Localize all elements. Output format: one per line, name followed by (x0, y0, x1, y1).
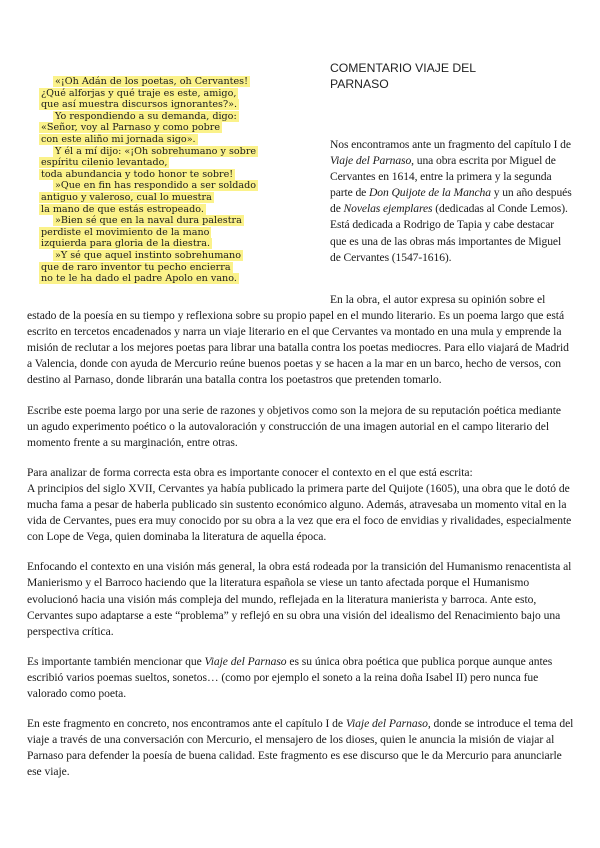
poem-line: »Bien sé que en la naval dura palestra (55, 215, 242, 227)
paragraph: En este fragmento en concreto, nos encontramos ante el capítulo I de Viaje del Parnaso, donde se introduce el tema del viaje a través de una conversación con Mercurio, el mensajero de los dioses, quien le anuncia la misión de viajar al Parnaso para defender la poesía de buena calidad. Este fragmento es ese discurso que le da Mercurio para anunciarle ese viaje. (27, 717, 574, 779)
title-line-2: PARNASO (330, 77, 389, 91)
poem-line: Yo respondiendo a su demanda, digo: (55, 110, 237, 122)
poem-line: «Señor, voy al Parnaso y como pobre (41, 122, 221, 134)
poem-line: ¿Qué alforjas y qué traje es este, amigo, (41, 87, 237, 99)
poem-excerpt (39, 76, 311, 285)
poem-line: »Y sé que aquel instinto sobrehumano (55, 249, 241, 261)
poem-line: toda abundancia y todo honor te sobre! (41, 168, 234, 180)
poem-line: Y él a mí dijo: «¡Oh sobrehumano y sobre (55, 145, 257, 157)
book-title: Don Quijote de la Mancha (369, 186, 491, 200)
poem-line: que así muestra discursos ignorantes?». (41, 99, 238, 111)
title-line-1: COMENTARIO VIAJE DEL (330, 61, 477, 75)
poem-line: la mano de que estás estropeado. (41, 203, 204, 215)
body-text (27, 292, 574, 780)
paragraph: En la obra, el autor expresa su opinión sobre el estado de la poesía en su tiempo y reflexiona sobre su propio papel en el mundo literario. Es un poema largo que está escrito en tercetos encadenados y narra un viaje literario en el que Cervantes va montado en una mula y emprende la misión de reclutar a los mejores poetas para librar una batalla contra los poetas mediocres. Para ello viajará de Madrid a Valencia, donde con ayuda de Mercurio reúne buenos poetas y se hacen a la mar en un barco, hecho de versos, con destino al Parnaso, donde librarán una batalla contra los poetastros que pretenden tomarlo. (27, 293, 569, 387)
intro-paragraph: Nos encontramos ante un fragmento del capítulo I de Viaje del Parnaso, una obra escrita por Miguel de Cervantes en 1614, entre la primera y la segunda parte de Don Quijote de la Mancha y un año después de Novelas ejemplares (dedicadas al Conde Lemos). Está dedicada a Rodrigo de Tapia y cabe destacar que es una de las obras más importantes de Miguel de Cervantes (1547-1616). (330, 138, 572, 264)
poem-line: con este aliño mi jornada sigo». (41, 133, 196, 145)
book-title: Viaje del Parnaso (345, 717, 428, 731)
poem-line: espíritu cilenio levantado, (41, 157, 168, 169)
poem-line: no te le ha dado el padre Apolo en vano. (41, 273, 237, 285)
poem-line: »Que en fin has respondido a ser soldado (55, 180, 257, 192)
poem-line: «¡Oh Adán de los poetas, oh Cervantes! (55, 76, 248, 87)
paragraph: Es importante también mencionar que Viaje del Parnaso es su única obra poética que publica porque aunque antes escribió varios poemas sueltos, sonetos… (como por ejemplo el soneto a la reina doña Isabel II) pero nunca fue valorado como poeta. (27, 654, 553, 700)
poem-line: izquierda para gloria de la diestra. (41, 238, 211, 250)
paragraph: Para analizar de forma correcta esta obra es importante conocer el contexto en el que está escrita: A principios del siglo XVII, Cervantes ya había publicado la primera parte del Quijote (1605), una obra que le dotó de mucha fama a pesar de haberla publicado sin sustento económico alguno. Además, atravesaba un momento vital en la vida de Cervantes, pues era muy conocido por su obra a la vez que era el foco de envidias y rivalidades, especialmente con Lope de Vega, quien dominaba la literatura de aquella época. (27, 465, 572, 544)
paragraph: Escribe este poema largo por una serie de razones y objetivos como son la mejora de su reputación poética mediante un agudo experimento poético o la autovaloración y construcción de una imagen autorial en el campo literario del momento frente a su marginación, entre otras. (27, 403, 561, 449)
book-title: Viaje del Parnaso (204, 654, 287, 668)
poem-line: perdiste el movimiento de la mano (41, 226, 210, 238)
book-title: Novelas ejemplares (343, 202, 433, 216)
page-title (330, 60, 570, 92)
book-title: Viaje del Parnaso (330, 154, 412, 168)
poem-line: antiguo y valeroso, cual lo muestra (41, 191, 212, 203)
paragraph: Enfocando el contexto en una visión más general, la obra está rodeada por la transición del Humanismo renacentista al Manierismo y el Barroco haciendo que la literatura española se viese un tanto afectada porque el Humanismo evolucionó hacia una visión más compleja del mundo, reflejada en la literatura manierista y barroca. Ante esto, Cervantes supo adaptarse a este “problema” y reflejó en su obra una visión del idealismo del Renacimiento bajo una perspectiva crítica. (27, 560, 572, 638)
poem-line: que de raro inventor tu pecho encierra (41, 261, 231, 273)
